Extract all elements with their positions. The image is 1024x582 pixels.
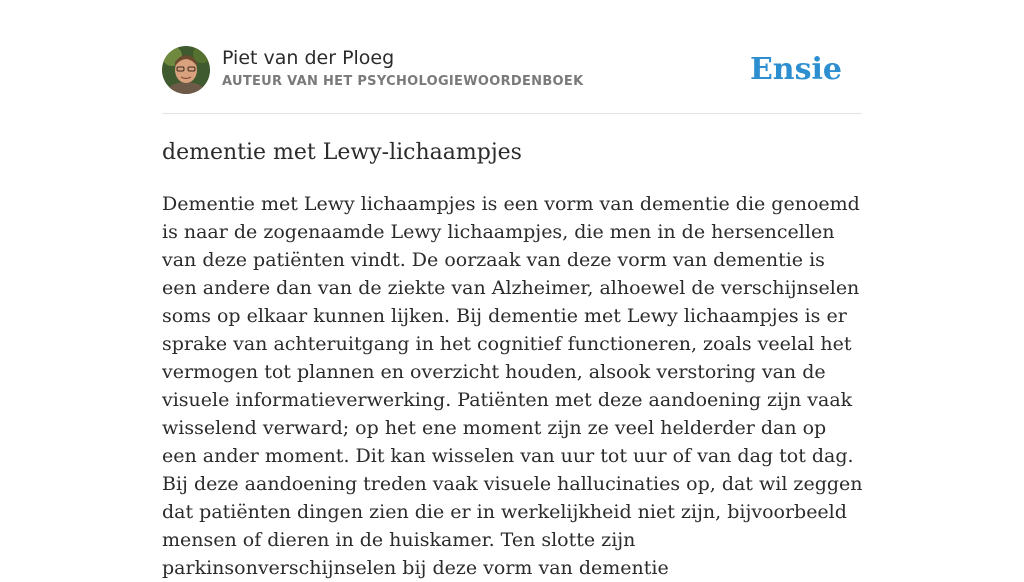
header-divider [162,113,862,114]
author-avatar[interactable] [162,46,210,94]
entry-title: dementie met Lewy-lichaampjes [162,140,522,165]
ensie-logo[interactable]: Ensie [749,52,842,87]
author-name[interactable]: Piet van der Ploeg [222,47,395,69]
entry-body: Dementie met Lewy lichaampjes is een vorm van dementie die genoemd is naar de zogenaamde Lewy lichaampjes, die men in de hersencellen van deze patiënten vindt. De oorzaak van deze vorm van dementie is een andere dan van de ziekte van Alzheimer, alhoewel de verschijnselen soms op elkaar kunnen lijken. Bij dementie met Lewy lichaampjes is er sprake van achteruitgang in het cognitief functioneren, zoals veelal het vermogen tot plannen en overzicht houden, alsook verstoring van de visuele informatieverwerking. Patiënten met deze aandoening zijn vaak wisselend verward; op het ene moment zijn ze veel helderder dan op een ander moment. Dit kan wisselen van uur tot uur of van dag tot dag. Bij deze aandoening treden vaak visuele hallucinaties op, dat wil zeggen dat patiënten dingen zien die er in werkelijkheid niet zijn, bijvoorbeeld mensen of dieren in de huiskamer. Ten slotte zijn parkinsonverschijnselen bij deze vorm van dementie [162,193,863,579]
author-header [162,46,862,96]
author-role: AUTEUR VAN HET PSYCHOLOGIEWOORDENBOEK [222,74,584,89]
